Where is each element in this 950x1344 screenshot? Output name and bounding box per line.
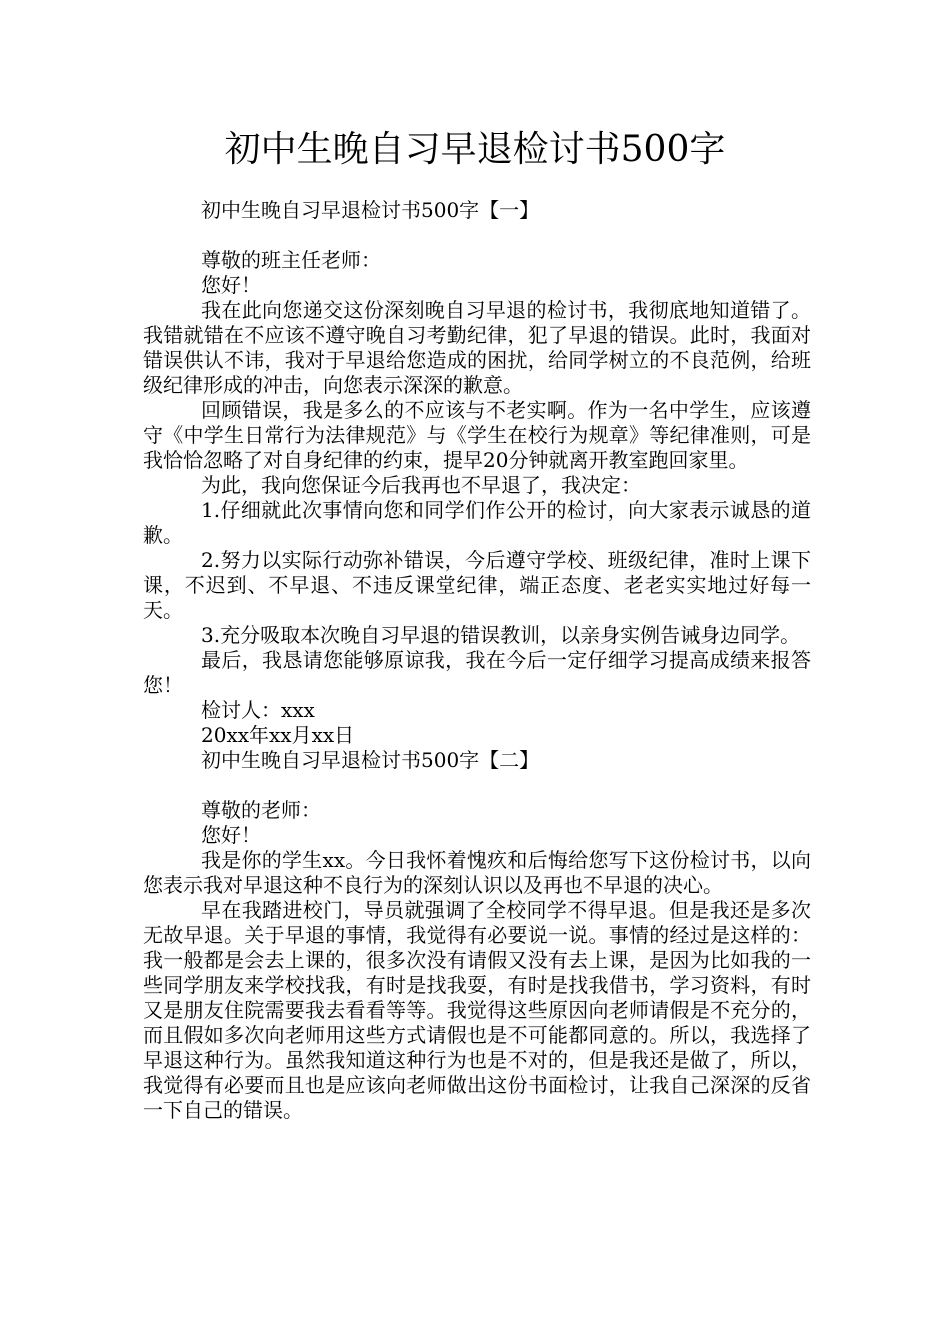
body-paragraph: 早在我踏进校门，导员就强调了全校同学不得早退。但是我还是多次无故早退。关于早退的事情，我觉得有必要说一说。事情的经过是这样的：我一般都是会去上课的，很多次没有请假又没有去上课，是因为比如我的一些同学朋友来学校找我，有时是找我耍，有时是找我借书，学习资料，有时又是朋友住院需要我去看看等等。我觉得这些原因向老师请假是不充分的，而且假如多次向老师用这些方式请假也是不可能都同意的。所以，我选择了早退这种行为。虽然我知道这种行为也是不对的，但是我还是做了，所以，我觉得有必要而且也是应该向老师做出这份书面检讨，让我自己深深的反省一下自己的错误。 (143, 898, 811, 1122)
section-heading-2: 初中生晚自习早退检讨书500字【二】 (201, 748, 540, 772)
list-item: 2.努力以实际行动弥补错误，今后遵守学校、班级纪律，准时上课下课，不迟到、不早退、不违反课堂纪律，端正态度、老老实实地过好每一天。 (143, 548, 811, 622)
section-heading-1: 初中生晚自习早退检讨书500字【一】 (201, 198, 540, 222)
greeting: 您好！ (201, 823, 261, 847)
blank-line (143, 773, 811, 798)
body-paragraph: 为此，我向您保证今后我再也不早退了，我决定： (201, 473, 641, 497)
blank-line (143, 223, 811, 248)
salutation: 尊敬的老师： (201, 798, 321, 822)
body-paragraph: 回顾错误，我是多么的不应该与不老实啊。作为一名中学生，应该遵守《中学生日常行为法律规范》与《学生在校行为规章》等纪律准则，可是我恰恰忽略了对自身纪律的约束，提早20分钟就离开教室跑回家里。 (143, 398, 811, 472)
list-item: 1.仔细就此次事情向您和同学们作公开的检讨，向大家表示诚恳的道歉。 (143, 498, 811, 547)
salutation: 尊敬的班主任老师： (201, 248, 381, 272)
greeting: 您好！ (201, 273, 261, 297)
body-paragraph: 最后，我恳请您能够原谅我，我在今后一定仔细学习提高成绩来报答您！ (143, 648, 811, 697)
body-paragraph: 我在此向您递交这份深刻晚自习早退的检讨书，我彻底地知道错了。我错就错在不应该不遵守晚自习考勤纪律，犯了早退的错误。此时，我面对错误供认不讳，我对于早退给您造成的困扰，给同学树立的不良范例，给班级纪律形成的冲击，向您表示深深的歉意。 (143, 298, 811, 397)
signature: 检讨人：xxx (201, 698, 315, 722)
date: 20xx年xx月xx日 (201, 723, 355, 747)
document-title: 初中生晚自习早退检讨书500字 (224, 129, 726, 170)
document-body (143, 198, 811, 1123)
list-item: 3.充分吸取本次晚自习早退的错误教训，以亲身实例告诫身边同学。 (201, 623, 801, 647)
body-paragraph: 我是你的学生xx。今日我怀着愧疚和后悔给您写下这份检讨书，以向您表示我对早退这种不良行为的深刻认识以及再也不早退的决心。 (143, 848, 811, 897)
